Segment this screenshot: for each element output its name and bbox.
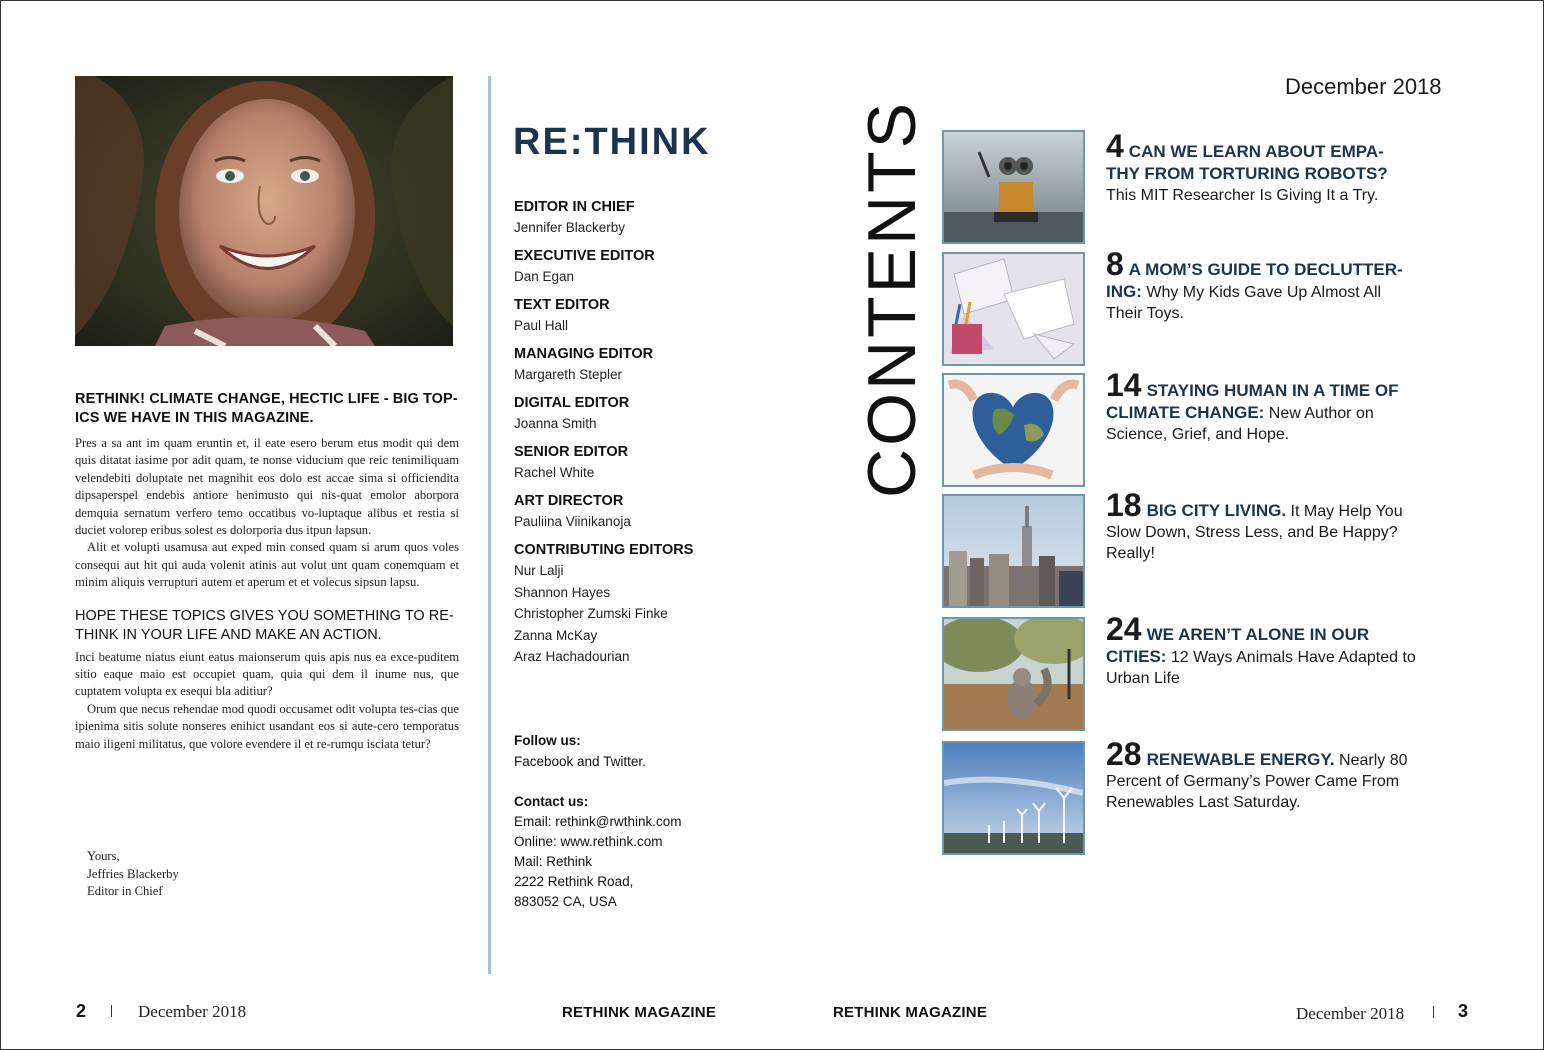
role-name: Margareth Stepler	[514, 367, 623, 382]
follow-text: Facebook and Twitter.	[514, 754, 646, 769]
role-title: EXECUTIVE EDITOR	[514, 248, 655, 264]
thumb-earth-heart	[942, 373, 1085, 487]
magazine-logo: RE:THINK	[513, 121, 711, 163]
item-page-number: 18	[1106, 487, 1142, 523]
page-number-left: 2	[76, 1001, 87, 1021]
masthead-role	[514, 197, 774, 238]
contents-item[interactable]	[1106, 367, 1416, 445]
letter-paragraph-1: Pres a sa ant im quam eruntin et, il eate esero berum etus modit qui dem quis ditatat iasime por adit quam, te nonse viducium que reic tenimiliquam velendebiti doluptate net magnihit eos dolo est accae sima si officiendita dipsaperspel endebis antiore henimusto qui nis-quat emolor aborpora demquia sernatum verfero temo occatibus vo-luptaque alibus et restia si duciet volorep eribus solest es dolorporia dus itpun lapsun.	[75, 436, 459, 538]
item-headline: A MOM’S GUIDE TO DECLUTTER-ING:	[1106, 260, 1403, 301]
role-name: Paul Hall	[514, 318, 569, 333]
role-title: SENIOR EDITOR	[514, 444, 629, 460]
page-number-right: 3	[1458, 1001, 1469, 1021]
contents-item[interactable]	[1106, 736, 1416, 813]
footer-separator	[111, 1005, 112, 1017]
item-headline: STAYING HUMAN IN A TIME OF CLIMATE CHANGE:	[1106, 381, 1399, 422]
item-page-number: 4	[1106, 128, 1124, 164]
masthead-role	[514, 442, 774, 483]
contributor-name: Nur Lalji	[514, 563, 564, 578]
item-headline: BIG CITY LIVING.	[1146, 501, 1287, 520]
contents-item[interactable]	[1106, 246, 1416, 324]
role-title: ART DIRECTOR	[514, 493, 624, 509]
item-text: Nearly 80 Percent of Germany’s Power Came From Renewables Last Saturday.	[1106, 752, 1408, 811]
item-headline: CAN WE LEARN ABOUT EMPA-THY FROM TORTURING ROBOTS?	[1106, 142, 1388, 183]
role-name: Pauliina Viinikanoja	[514, 514, 631, 529]
role-name: Jennifer Blackerby	[514, 220, 626, 235]
contact-email: Email: rethink@rwthink.com	[514, 814, 682, 829]
letter-paragraph-4: Orum que necus rehendae mod quodi occusamet odit volupta tes-cias que ipienima sitis solute nonseres enihict usandant eos si aute-cero temporatus maio iligeni militatus, que volore evendere il et re-rumqu isciata tetur?	[75, 701, 459, 751]
letter-signoff	[87, 848, 179, 901]
role-title: CONTRIBUTING EDITORS	[514, 542, 694, 558]
role-title: EDITOR IN CHIEF	[514, 199, 635, 215]
signoff-title: Editor in Chief	[87, 884, 163, 899]
column-divider	[488, 76, 491, 974]
follow-label: Follow us:	[514, 733, 581, 748]
contact-label: Contact us:	[514, 794, 589, 809]
contents-item[interactable]	[1106, 487, 1416, 564]
masthead-role	[514, 344, 774, 385]
portrait-photo	[75, 76, 453, 346]
letter-paragraph-3: Inci beatume niatus eiunt eatus maionserum quis apis nus ea exce-puditem sitio eaque maio est occupiet quam, quia qui dem il inume nus, que cuptatem volupta ex esequi bla aditiur?	[75, 649, 459, 699]
item-headline: RENEWABLE ENERGY.	[1146, 750, 1335, 769]
contact-block	[514, 792, 682, 912]
item-page-number: 28	[1106, 736, 1142, 772]
thumb-squirrel	[942, 617, 1085, 731]
item-text: Why My Kids Gave Up Almost All Their Toys.	[1106, 284, 1382, 322]
footer-magazine-right: RETHINK MAGAZINE	[833, 1004, 988, 1021]
masthead-role	[514, 295, 774, 336]
issue-date: December 2018	[1285, 74, 1442, 99]
signoff-name: Jeffries Blackerby	[87, 866, 179, 881]
masthead-role	[514, 393, 774, 434]
contributor-name: Zanna McKay	[514, 627, 598, 643]
follow-us-block	[514, 730, 646, 772]
item-page-number: 8	[1106, 246, 1124, 282]
thumb-wind-turbines	[942, 741, 1085, 855]
role-title: MANAGING EDITOR	[514, 346, 654, 362]
footer-separator	[1433, 1006, 1434, 1018]
signoff-line: Yours,	[87, 849, 120, 863]
item-page-number: 24	[1106, 611, 1142, 647]
thumb-paper-clutter	[942, 252, 1085, 366]
item-text: It May Help You Slow Down, Stress Less, and Be Happy? Really!	[1106, 503, 1403, 562]
thumb-city-skyline	[942, 494, 1085, 608]
contents-item[interactable]	[1106, 128, 1416, 206]
contact-mail: Mail: Rethink	[514, 854, 593, 869]
masthead	[514, 197, 774, 676]
letter-headline: RETHINK! CLIMATE CHANGE, HECTIC LIFE - BIG TOP-ICS WE HAVE IN THIS MAGAZINE.	[75, 391, 458, 426]
item-text: This MIT Researcher Is Giving It a Try.	[1106, 187, 1379, 204]
contributor-name: Shannon Hayes	[514, 584, 611, 600]
role-title: TEXT EDITOR	[514, 297, 610, 313]
role-name: Rachel White	[514, 465, 595, 480]
contributor-name: Christopher Zumski Finke	[514, 606, 668, 621]
item-page-number: 14	[1106, 367, 1142, 403]
role-title: DIGITAL EDITOR	[514, 395, 630, 411]
contact-address-line: 2222 Rethink Road,	[514, 874, 634, 889]
footer-date-right: December 2018	[1296, 1004, 1405, 1023]
contributing-editors	[514, 540, 774, 668]
masthead-role	[514, 246, 774, 287]
letter-subhead: HOPE THESE TOPICS GIVES YOU SOMETHING TO RE-THINK IN YOUR LIFE AND MAKE AN ACTION.	[75, 607, 454, 643]
role-name: Joanna Smith	[514, 416, 597, 431]
item-text: 12 Ways Animals Have Adapted to Urban Life	[1106, 649, 1416, 687]
footer-date-left: December 2018	[138, 1002, 247, 1021]
contact-address-line: 883052 CA, USA	[514, 894, 617, 909]
footer-magazine-left: RETHINK MAGAZINE	[562, 1004, 717, 1021]
letter-paragraph-2: Alit et volupti usamusa aut exped min consed quam si arum quos voles consequi aut hit qui auda volenit atinis aut volut unt quam conemquam et minim aliquis verrupturi autem et aperum et et volecus sipsun lapsu.	[75, 540, 459, 590]
contents-item[interactable]	[1106, 611, 1416, 689]
item-text: New Author on Science, Grief, and Hope.	[1106, 405, 1374, 443]
item-headline: WE AREN’T ALONE IN OUR CITIES:	[1106, 625, 1370, 666]
editor-letter	[75, 390, 459, 753]
role-name: Dan Egan	[514, 269, 575, 284]
contact-online: Online: www.rethink.com	[514, 834, 663, 849]
masthead-role	[514, 491, 774, 532]
thumb-robot	[942, 130, 1085, 244]
contributor-name: Araz Hachadourian	[514, 649, 630, 664]
contents-title: CONTENTS	[854, 100, 930, 498]
